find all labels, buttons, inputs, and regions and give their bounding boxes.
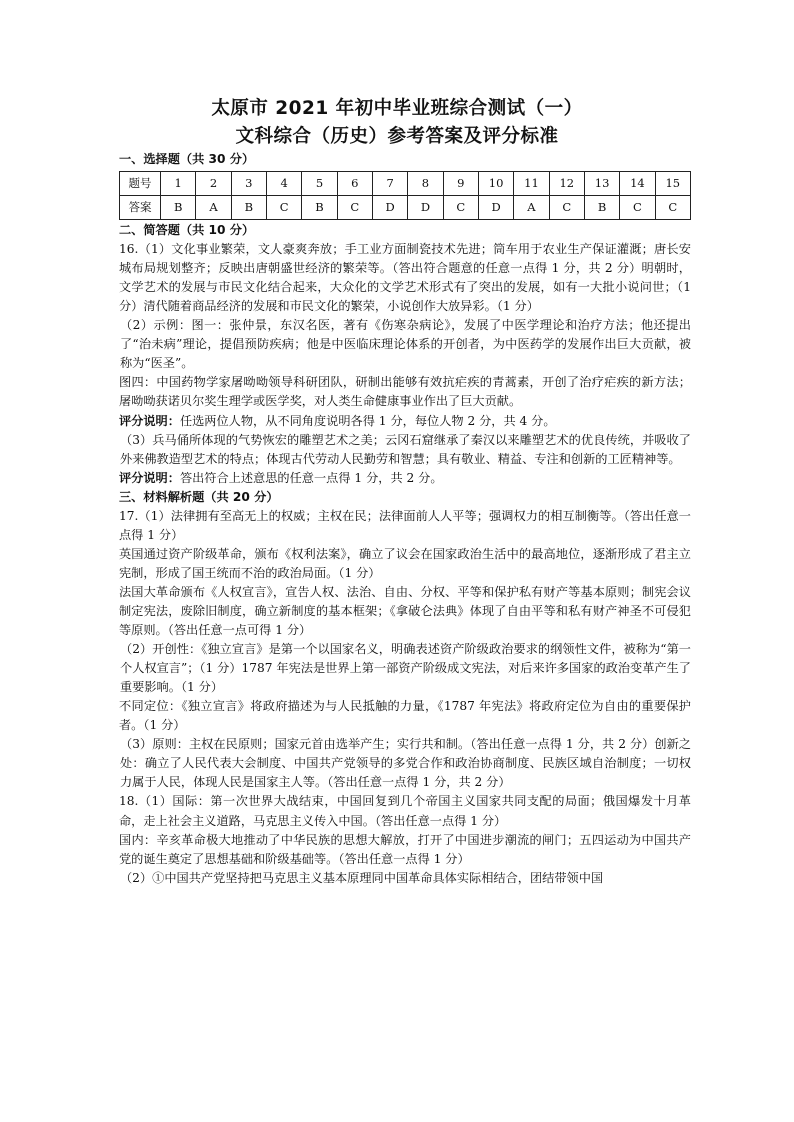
paragraph-q16-2a: （2）示例：图一：张仲景，东汉名医，著有《伤寒杂病论》，发展了中医学理论和治疗方法；他还提出了“治未病”理论，提倡预防疾病；他是中医临床理论体系的开创者，为中医药学的发展作出巨大贡献，被称为“医圣”。	[120, 318, 691, 371]
row-label-answer: 答案	[120, 196, 161, 220]
section-heading-short-answer: 二、简答题（共 10 分）	[119, 223, 255, 238]
table-cell: 5	[302, 172, 337, 196]
scoring-note-label: 评分说明：	[119, 413, 180, 428]
table-cell: 11	[514, 172, 549, 196]
table-cell: C	[443, 196, 478, 220]
table-cell: 6	[337, 172, 372, 196]
paragraph-q16-2b: 图四：中国药物学家屠呦呦领导科研团队，研制出能够有效抗疟疾的青蒿素，开创了治疗疟疾的新方法；屠呦呦获诺贝尔奖生理学或医学奖，对人类生命健康事业作出了巨大贡献。	[119, 375, 691, 409]
table-row-numbers	[120, 172, 691, 196]
table-cell: 13	[584, 172, 619, 196]
table-cell: 10	[478, 172, 513, 196]
table-cell: B	[231, 196, 266, 220]
scoring-note-2	[119, 469, 691, 488]
document-body	[119, 150, 691, 888]
table-cell: 9	[443, 172, 478, 196]
table-cell: 1	[161, 172, 196, 196]
table-cell: B	[302, 196, 337, 220]
paragraph-q17-1c: 法国大革命颁布《人权宣言》，宣告人权、法治、自由、分权、平等和保护私有财产等基本原则；制宪会议制定宪法，废除旧制度，确立新制度的基本框架；《拿破仑法典》体现了自由平等和私有财产神圣不可侵犯等原则。（答出任意一点可得 1 分）	[119, 584, 691, 638]
table-cell: 8	[408, 172, 443, 196]
table-cell: C	[655, 196, 690, 220]
table-cell: D	[408, 196, 443, 220]
table-cell: 14	[620, 172, 655, 196]
table-row-answers	[120, 196, 691, 220]
table-cell: 2	[196, 172, 231, 196]
paragraph-q16-1: 16.（1）文化事业繁荣，文人豪爽奔放；手工业方面制瓷技术先进；筒车用于农业生产保证灌溉；唐长安城布局规划整齐；反映出唐朝盛世经济的繁荣等。（答出符合题意的任意一点得 1 分，共 2 分）明朝时，文学艺术的发展与市民文化结合起来，大众化的文学艺术形式有了突出的发展，如有一大批小说问世；（1 分）清代随着商品经济的发展和市民文化的繁荣，小说创作大放异彩。（1 分）	[119, 242, 691, 314]
paragraph-q17-2a: （2）开创性：《独立宣言》是第一个以国家名义，明确表述资产阶级政治要求的纲领性文件，被称为“第一个人权宣言”；（1 分）1787 年宪法是世界上第一部资产阶级成文宪法，对后来许多国家的政治变革产生了重要影响。（1 分）	[120, 642, 691, 695]
paragraph-q17-1b: 英国通过资产阶级革命，颁布《权利法案》，确立了议会在国家政治生活中的最高地位，逐渐形成了君主立宪制，形成了国王统而不治的政治局面。（1 分）	[119, 546, 691, 580]
table-cell: 15	[655, 172, 690, 196]
table-cell: 12	[549, 172, 584, 196]
table-cell: 3	[231, 172, 266, 196]
table-cell: B	[161, 196, 196, 220]
paragraph-q18-2: （2）①中国共产党坚持把马克思主义基本原理同中国革命具体实际相结合，团结带领中国	[120, 870, 604, 885]
document-title: 太原市 2021 年初中毕业班综合测试（一）	[211, 98, 583, 119]
table-cell: A	[514, 196, 549, 220]
scoring-note-label: 评分说明：	[119, 470, 180, 485]
paragraph-q17-3: （3）原则：主权在民原则；国家元首由选举产生；实行共和制。（答出任意一点得 1 分，共 2 分）创新之处：确立了人民代表大会制度、中国共产党领导的多党合作和政治协商制度、民族区域自治制度；一切权力属于人民，体现人民是国家主人等。（答出任意一点得 1 分，共 2 分）	[120, 737, 691, 790]
row-label-number: 题号	[120, 172, 161, 196]
table-cell: A	[196, 196, 231, 220]
paragraph-q16-3: （3）兵马俑所体现的气势恢宏的雕塑艺术之美；云冈石窟继承了秦汉以来雕塑艺术的优良传统，并吸收了外来佛教造型艺术的特点；体现古代劳动人民勤劳和智慧；具有敬业、精益、专注和创新的工匠精神等。	[120, 432, 691, 466]
table-cell: D	[478, 196, 513, 220]
table-cell: D	[372, 196, 407, 220]
paragraph-q18-1b: 国内：辛亥革命极大地推动了中华民族的思想大解放，打开了中国进步潮流的闸门；五四运动为中国共产党的诞生奠定了思想基础和阶级基础等。（答出任意一点得 1 分）	[119, 832, 691, 866]
table-cell: 7	[372, 172, 407, 196]
document-subtitle: 文科综合（历史）参考答案及评分标准	[235, 126, 559, 147]
paragraph-q18-1a: 18.（1）国际：第一次世界大战结束，中国回复到几个帝国主义国家共同支配的局面；俄国爆发十月革命，走上社会主义道路，马克思主义传入中国。（答出任意一点得 1 分）	[119, 794, 691, 828]
paragraph-q17-2b: 不同定位：《独立宣言》将政府描述为与人民抵触的力量，《1787 年宪法》将政府定位为自由的重要保护者。（1 分）	[119, 699, 691, 733]
table-cell: B	[584, 196, 619, 220]
table-cell: C	[337, 196, 372, 220]
scoring-note-1	[119, 412, 691, 431]
section-heading-multiple-choice: 一、选择题（共 30 分）	[119, 152, 255, 166]
answer-table	[119, 171, 691, 220]
section-heading-material-analysis: 三、材料解析题（共 20 分）	[119, 489, 279, 504]
scoring-note-text: 答出符合上述意思的任意一点得 1 分，共 2 分。	[179, 470, 443, 485]
table-cell: 4	[266, 172, 301, 196]
table-cell: C	[620, 196, 655, 220]
table-cell: C	[549, 196, 584, 220]
paragraph-q17-1a: 17.（1）法律拥有至高无上的权威；主权在民；法律面前人人平等；强调权力的相互制衡等。（答出任意一点得 1 分）	[119, 508, 691, 542]
scoring-note-text: 任选两位人物，从不同角度说明各得 1 分，每位人物 2 分，共 4 分。	[179, 413, 556, 428]
table-cell: C	[266, 196, 301, 220]
